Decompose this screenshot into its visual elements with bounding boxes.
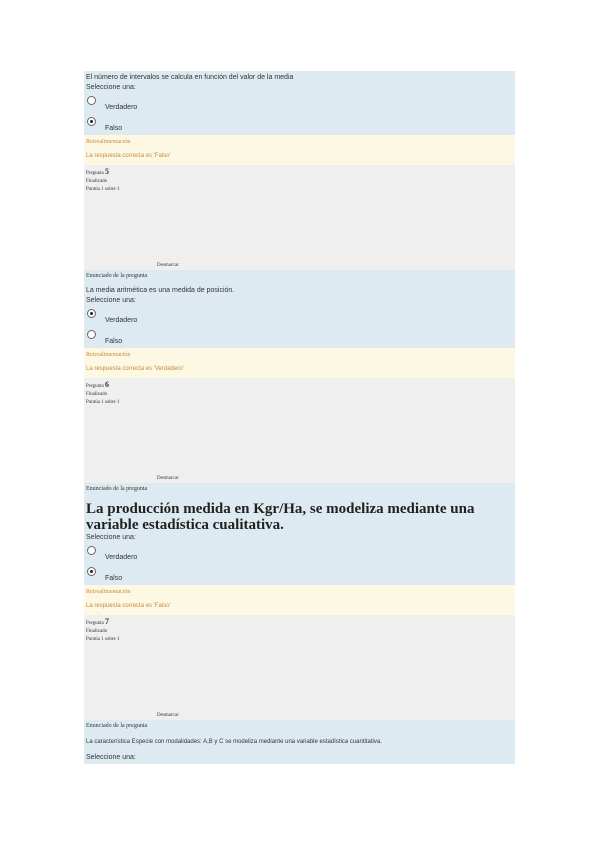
- question-text: La característica Especie con modalidades: A,B y C se modeliza mediante una variable estadística cuantitativa.: [86, 739, 382, 745]
- option-true[interactable]: [84, 93, 515, 114]
- option-label: Falso: [105, 125, 123, 132]
- feedback-title: Retroalimentación: [86, 589, 131, 595]
- question-text: La producción medida en Kgr/Ha, se modeliza mediante una variable estadística cualitativa.: [86, 501, 475, 533]
- question-points: Puntúa 1 sobre 1: [86, 400, 120, 405]
- option-label: Verdadero: [105, 554, 138, 561]
- question-number: Pregunta 5: [86, 167, 110, 176]
- statement-label: Enunciado de la pregunta: [86, 486, 148, 492]
- option-false[interactable]: [84, 564, 515, 585]
- option-label: Falso: [105, 575, 123, 582]
- select-one-label: Seleccione una:: [86, 84, 136, 91]
- unflag-link[interactable]: Desmarcar: [157, 476, 179, 481]
- unflag-link[interactable]: Desmarcar: [157, 713, 179, 718]
- radio-button[interactable]: [87, 546, 96, 555]
- radio-button-selected[interactable]: [87, 567, 96, 576]
- question-6-content: [84, 483, 515, 585]
- question-7-info: [84, 615, 515, 720]
- option-label: Falso: [105, 338, 123, 345]
- option-true[interactable]: [84, 543, 515, 564]
- select-one-label: Seleccione una:: [86, 297, 136, 304]
- unflag-link[interactable]: Desmarcar: [157, 263, 179, 268]
- question-number: Pregunta 6: [86, 380, 110, 389]
- feedback-title: Retroalimentación: [86, 139, 131, 145]
- feedback-text: La respuesta correcta es 'Falso': [86, 603, 171, 609]
- option-label: Verdadero: [105, 104, 138, 111]
- option-false[interactable]: [84, 327, 515, 348]
- feedback-text: La respuesta correcta es 'Verdadero': [86, 366, 184, 372]
- question-status: Finalizado: [86, 392, 108, 397]
- question-number: Pregunta 7: [86, 617, 110, 626]
- feedback-box: [84, 585, 515, 615]
- question-points: Puntúa 1 sobre 1: [86, 637, 120, 642]
- select-one-label: Seleccione una:: [86, 754, 136, 761]
- question-5-content: [84, 270, 515, 348]
- question-status: Finalizado: [86, 629, 108, 634]
- option-label: Verdadero: [105, 317, 138, 324]
- question-points: Puntúa 1 sobre 1: [86, 187, 120, 192]
- feedback-title: Retroalimentación: [86, 352, 131, 358]
- question-text: La media aritmética es una medida de posición.: [86, 287, 235, 294]
- radio-button-selected[interactable]: [87, 309, 96, 318]
- radio-button-selected[interactable]: [87, 117, 96, 126]
- option-false[interactable]: [84, 114, 515, 135]
- question-6-info: [84, 378, 515, 483]
- feedback-box: [84, 348, 515, 378]
- question-7-content: [84, 720, 515, 764]
- feedback-text: La respuesta correcta es 'Falso': [86, 153, 171, 159]
- statement-label: Enunciado de la pregunta: [86, 273, 148, 279]
- radio-button[interactable]: [87, 330, 96, 339]
- option-true[interactable]: [84, 306, 515, 327]
- statement-label: Enunciado de la pregunta: [86, 723, 148, 729]
- question-status: Finalizado: [86, 179, 108, 184]
- radio-button[interactable]: [87, 96, 96, 105]
- select-one-label: Seleccione una:: [86, 534, 136, 541]
- question-4-content: [84, 71, 515, 135]
- quiz-review: [84, 71, 515, 764]
- question-5-info: [84, 165, 515, 270]
- feedback-box: [84, 135, 515, 165]
- question-text: El número de intervalos se calcula en función del valor de la media: [86, 74, 294, 81]
